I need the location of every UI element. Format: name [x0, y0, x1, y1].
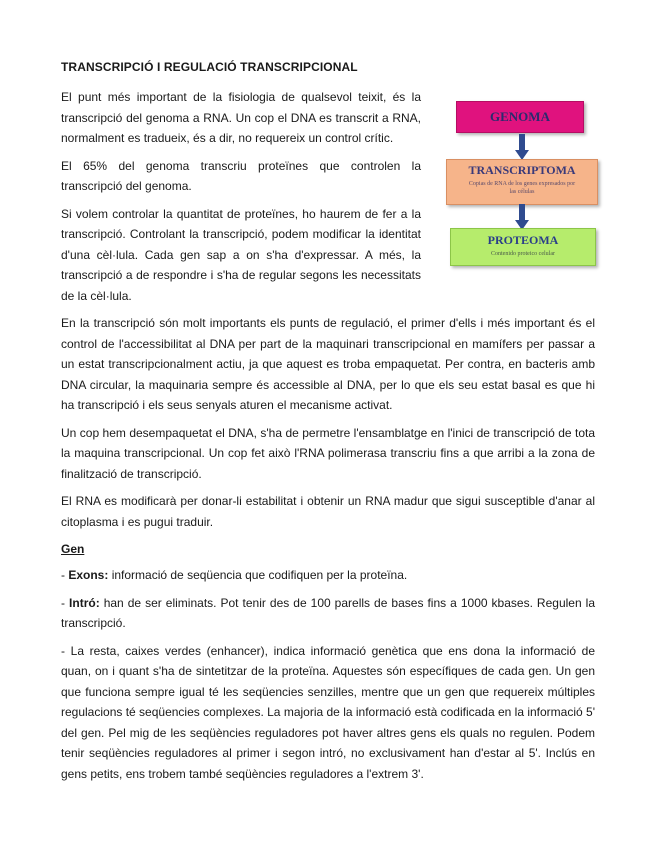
- paragraph-3: Si volem controlar la quantitat de proteïnes, ho haurem de fer a la transcripció. Controlant la transcripció, podem modificar la identitat d'una cèl·lula. Cada gen sap a on s'ha d'expressar. A més, la transcripció a de respondre i s'ha de regular segons les necessitats de la cèl·lula.: [61, 206, 421, 303]
- proteoma-sublabel: Contenido proteico celular: [491, 251, 555, 257]
- document-title: TRANSCRIPCIÓ I REGULACIÓ TRANSCRIPCIONAL: [61, 60, 358, 74]
- resta-item: - La resta, caixes verdes (enhancer), indica informació genètica que ens dona la informació de quan, on i quant s'ha de sintetitzar de la proteïna. Aquestes són específiques de cada gen. Un gen que funciona sempre igual té les seqüencies senzilles, mentre que un gen que requereix múltiples regulacions té seqüencies complexes. La majoria de la informació està codificada en la informació 5' del gen. Pel mig de les seqüències reguladores pot haver altres gens els quals no regulen. Podem tenir seqüències reguladores al primer i segon intró, no exclusivament han d'estar al 5'. Inclús en gens petits, ens trobem també seqüències reguladores a l'extrem 3'.: [61, 643, 595, 781]
- intro-item: - Intró: han de ser eliminats. Pot tenir des de 100 parells de bases fins a 1000 kbases. Regulen la transcripció.: [61, 595, 595, 630]
- transcriptoma-label: TRANSCRIPTOMA: [468, 163, 576, 177]
- paragraph-5: Un cop hem desempaquetat el DNA, s'ha de permetre l'ensamblatge en l'inici de transcripció de tota la maquina transcripcional. Un cop fet això l'RNA polimerasa transcriu fins a que arribi a la zona de finalització de transcripció.: [61, 425, 595, 481]
- genome-diagram: [446, 98, 606, 328]
- genoma-box: [456, 101, 584, 133]
- arrow-down-icon: [515, 134, 529, 160]
- paragraph-2: El 65% del genoma transcriu proteïnes que controlen la transcripció del genoma.: [61, 158, 421, 193]
- transcriptoma-sublabel: Copias de RNA de los genes expresados por las células: [468, 181, 576, 195]
- paragraph-6: El RNA es modificarà per donar-li estabilitat i obtenir un RNA madur que sigui susceptible d'anar al citoplasma i es pugui traduir.: [61, 494, 595, 529]
- exons-item: - Exons: informació de seqüencia que codifiquen per la proteïna.: [61, 568, 408, 582]
- paragraph-1: El punt més important de la fisiologia de qualsevol teixit, és la transcripció del genoma a RNA. Un cop el DNA es transcrit a RNA, normalment es tradueix, és a dir, no requereix un control crític.: [61, 90, 421, 145]
- proteoma-label: PROTEOMA: [487, 233, 559, 247]
- exons-label: Exons:: [68, 568, 109, 582]
- document-page: [61, 58, 595, 791]
- transcriptoma-box: [446, 159, 598, 205]
- intro-label: Intró:: [69, 595, 100, 610]
- exons-text: informació de seqüencia que codifiquen per la proteïna.: [108, 568, 408, 582]
- gen-heading: Gen: [61, 542, 85, 556]
- proteoma-box: [450, 228, 596, 266]
- paragraph-4: En la transcripció són molt importants els punts de regulació, el primer d'ells i més important és el control de l'accessibilitat al DNA per part de la maquinari transcripcional en mamífers per passar a un estat transcripcionalment actiu, ja que aquest es troba empaquetat. Per contra, en bacteris amb DNA circular, la maquinaria sempre és accessible al DNA, per lo que els seu estat basal es que hi ha transcripció i els seus senyals aturen el mecanisme activat.: [61, 316, 595, 412]
- intro-text: han de ser eliminats. Pot tenir des de 100 parells de bases fins a 1000 kbases. Regulen la transcripció.: [61, 595, 595, 630]
- genoma-label: GENOMA: [490, 109, 550, 124]
- arrow-down-icon: [515, 204, 529, 230]
